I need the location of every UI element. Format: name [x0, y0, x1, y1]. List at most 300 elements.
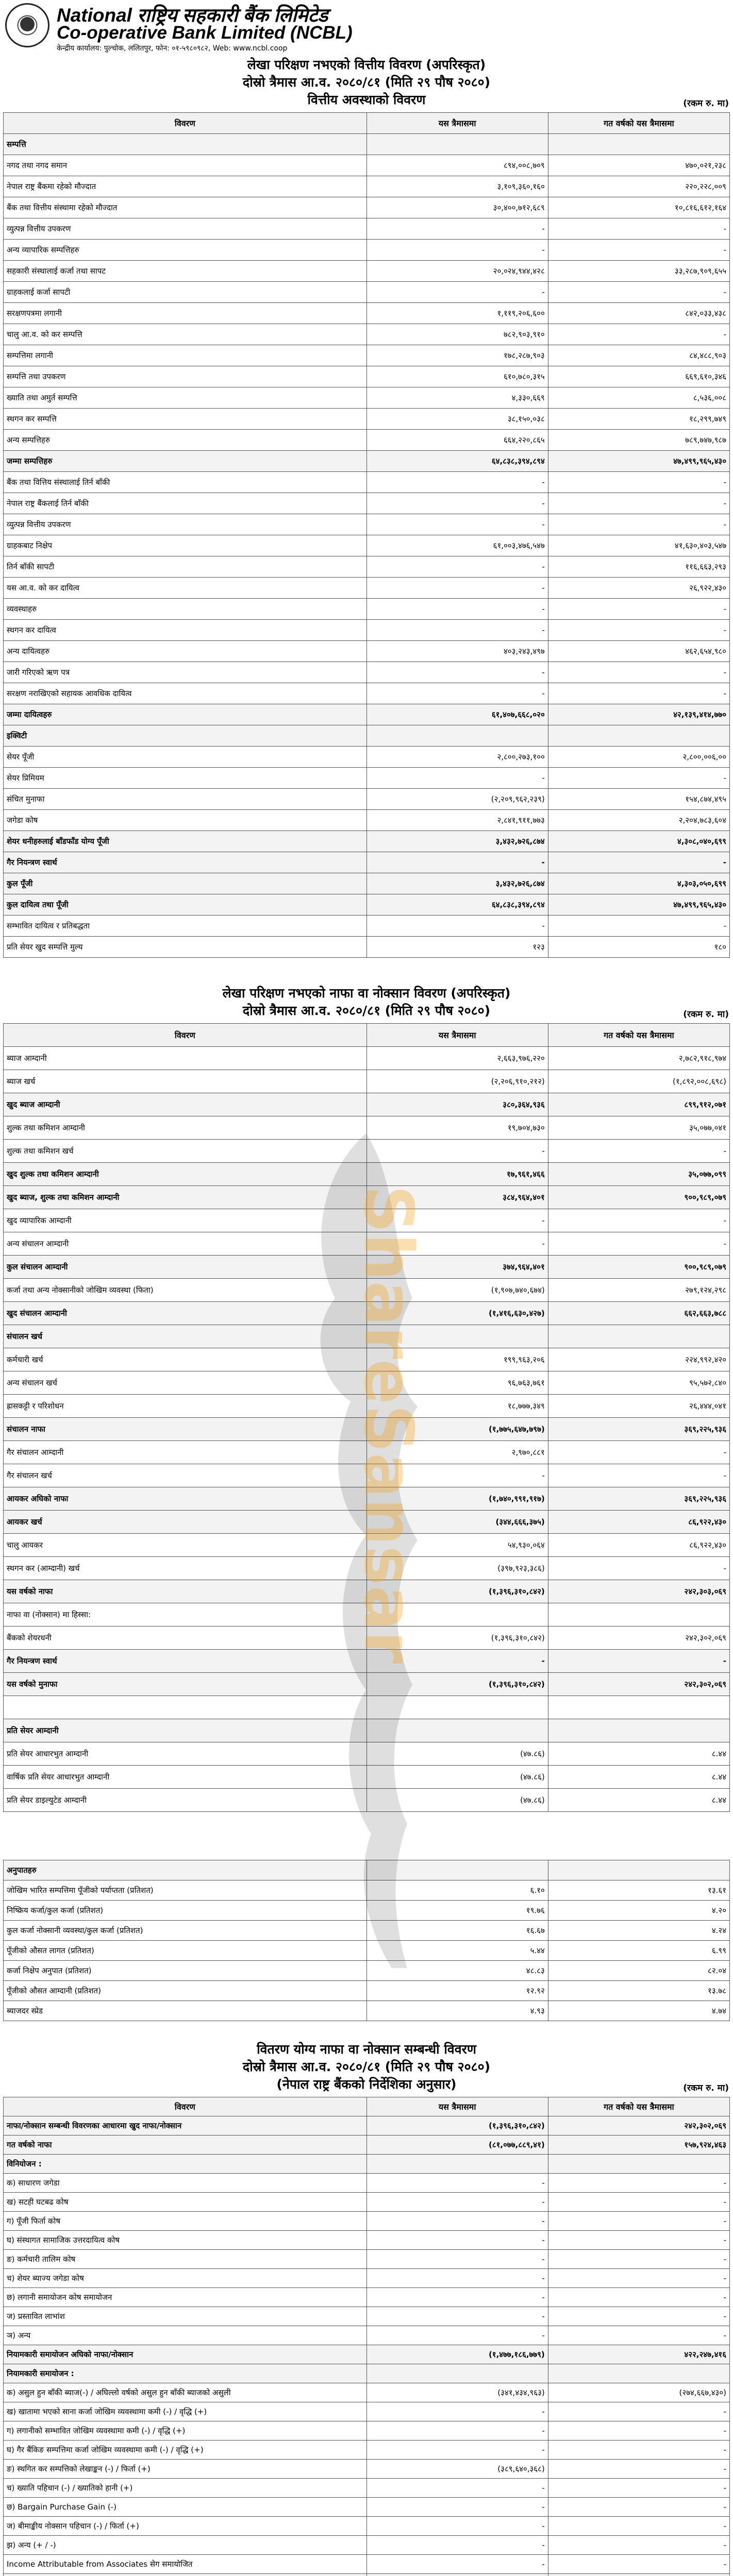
table-row: [4, 789, 730, 810]
table-row: [4, 1511, 730, 1534]
current-value: ७८२,९०३,९१०: [366, 324, 548, 345]
table-row: [4, 1256, 730, 1279]
current-value: ६१०,७८०,३१५: [366, 366, 548, 387]
previous-value: ८.४४: [548, 1766, 729, 1789]
current-value: -: [366, 2479, 548, 2498]
current-value: -: [366, 916, 548, 937]
current-value: ३,४३२,७२६,८७४: [366, 873, 548, 894]
row-label: चालु आ.व. को कर सम्पत्ति: [4, 324, 367, 345]
current-value: (१,३९६,३१०,८४२): [366, 1626, 548, 1650]
previous-value: २७९,१२४,२९८: [548, 1279, 729, 1302]
previous-value: ८.४४: [548, 1789, 729, 1812]
table-row: [4, 747, 730, 768]
s1-title: लेखा परिक्षण नभएको वित्तीय विवरण (अपरिस्कृत): [247, 57, 486, 72]
current-value: -: [366, 282, 548, 303]
current-value: (१,४१६,६३०,४२७): [366, 1302, 548, 1325]
current-value: ३,४३२,७२६,८७४: [366, 831, 548, 852]
previous-value: -: [548, 2498, 729, 2517]
table-row: [4, 1719, 730, 1742]
row-label: ङ) स्थगित कर सम्पत्तिको लेखाङ्कन (-) / फिर्ता (+): [4, 2460, 367, 2479]
previous-value: २२४,९९२,४२०: [548, 1348, 729, 1371]
previous-value: -: [548, 2231, 729, 2250]
row-label: पूँजीको औसत आम्दानी (प्रतिशत): [4, 1981, 367, 2001]
table-row: [4, 916, 730, 937]
previous-value: ९५,५७२,८४०: [548, 1371, 729, 1395]
table-row: [4, 1302, 730, 1325]
previous-value: ४६२,६५४,९८०: [548, 641, 729, 662]
previous-value: -: [548, 2193, 729, 2212]
previous-value: -: [548, 852, 729, 873]
table-row: [4, 620, 730, 641]
row-label: जम्मा दायित्वहरु: [4, 704, 367, 725]
previous-value: -: [548, 2174, 729, 2193]
previous-value: ४.७४: [548, 2001, 729, 2021]
current-value: [366, 2364, 548, 2383]
s2-subtitle: दोस्रो त्रैमास आ.व. २०८०/८१ (मिति २९ पौष २०८०): [242, 1003, 491, 1018]
row-label: यस आ.व. को कर दायित्व: [4, 578, 367, 599]
table-row: [4, 1070, 730, 1093]
row-label: यस वर्षको मुनाफा: [4, 1673, 367, 1696]
table-row: [4, 134, 730, 155]
row-label: प्रति सेयर आधारभुत आम्दानी: [4, 1742, 367, 1766]
table-row: [4, 641, 730, 662]
current-value: ४.९३: [366, 2001, 548, 2021]
previous-value: २,२०४,७८३,६०४: [548, 810, 729, 831]
current-value: -: [366, 2536, 548, 2555]
row-label: आयकर अघिको नाफा: [4, 1487, 367, 1511]
table-row: [4, 1047, 730, 1070]
previous-value: १३.६१: [548, 1880, 729, 1901]
watermark-text: ShareSansar: [349, 1185, 428, 1664]
s1-unit: (रकम रु. मा): [683, 98, 729, 109]
current-value: ४८.८३: [366, 1961, 548, 1981]
distributable-profit-table: [3, 2097, 730, 2576]
current-value: ३७४,९६४,४०१: [366, 1256, 548, 1279]
row-label: ख) खातामा भएको साना कर्जा जोखिम व्यवस्थामा कमी (-) / वृद्धि (+): [4, 2402, 367, 2421]
previous-value: [548, 1696, 729, 1719]
previous-value: -: [548, 1140, 729, 1163]
current-value: (४७.८६): [366, 1766, 548, 1789]
row-label: प्रति सेयर खुद सम्पत्ति मुल्य: [4, 937, 367, 958]
row-label: सेयर प्रिमियम: [4, 768, 367, 789]
table-row: [4, 1901, 730, 1921]
table-row: [4, 2307, 730, 2326]
row-label: व्युत्पन्न वित्तीय उपकरण: [4, 514, 367, 535]
previous-value: ४२,१३९,४१४,७७०: [548, 704, 729, 725]
table-row: [4, 1140, 730, 1163]
previous-value: ३६९,२२५,९३६: [548, 1418, 729, 1441]
current-value: -: [366, 768, 548, 789]
column-header: गत वर्षको यस त्रैमासमा: [548, 2097, 729, 2116]
table-row: [4, 1921, 730, 1941]
previous-value: ८२.०४: [548, 1961, 729, 1981]
previous-value: ८.४४: [548, 1742, 729, 1766]
row-label: नेपाल राष्ट्र बैंकमा रहेको मौज्दात: [4, 176, 367, 197]
table-row: [4, 725, 730, 747]
table-row: [4, 218, 730, 240]
row-label: ङ) कर्मचारी तालिम कोष: [4, 2250, 367, 2269]
row-label: गैर नियन्त्रण स्वार्थ: [4, 1650, 367, 1673]
row-label: ज) बीमाङ्कीय नोक्सान पहिचान (-) / फिर्ता (+): [4, 2517, 367, 2536]
row-label: बैंक तथा वित्तिय संस्थालाई तिर्न बाँकी: [4, 472, 367, 493]
previous-value: २४२,३०२,०६९: [548, 1673, 729, 1696]
row-label: ग्राहकलाई कर्जा सापटी: [4, 282, 367, 303]
previous-value: (२७४,६६७,४३०): [548, 2383, 729, 2402]
previous-value: -: [548, 2250, 729, 2269]
row-label: नगद तथा नगद समान: [4, 155, 367, 176]
previous-value: १५४,८७४,४९५: [548, 789, 729, 810]
table-row: [4, 683, 730, 704]
current-value: ८९४,००८,७०९: [366, 155, 548, 176]
table-row: [4, 556, 730, 578]
row-label: [4, 1696, 367, 1719]
table-row: [4, 451, 730, 472]
previous-value: -: [548, 324, 729, 345]
previous-value: -: [548, 620, 729, 641]
previous-value: -: [548, 282, 729, 303]
s4-subtitle: दोस्रो त्रैमास आ.व. २०८०/८१ (मिति २९ पौष २०८०): [242, 2059, 491, 2074]
table-row: [4, 1742, 730, 1766]
financial-position-table: [3, 112, 730, 958]
row-label: खुद संचालन आम्दानी: [4, 1302, 367, 1325]
table-row: [4, 1186, 730, 1209]
row-label: जगेडा कोष: [4, 810, 367, 831]
previous-value: -: [548, 240, 729, 261]
row-label: विनियोजन :: [4, 2155, 367, 2174]
row-label: सम्भावित दायित्व र प्रतिबद्धता: [4, 916, 367, 937]
previous-value: ११६,६६३,२९३: [548, 556, 729, 578]
row-label: ख) सटही घटबढ कोष: [4, 2193, 367, 2212]
table-row: [4, 1348, 730, 1371]
table-row: [4, 2574, 730, 2576]
table-row: [4, 535, 730, 556]
row-label: नाफा/नोक्सान सम्बन्धी विवरणका आधारमा खुद नाफा/नोक्सान: [4, 2116, 367, 2136]
previous-value: ४१,६३०,४०३,५४७: [548, 535, 729, 556]
table-row: [4, 578, 730, 599]
table-row: [4, 1696, 730, 1719]
previous-value: १३.७८: [548, 1981, 729, 2001]
bank-address: केन्द्रीय कार्यालय: पुल्चोक, ललितपुर, फोन: ०१-५९८०९८२, Web: www.ncbl.coop: [57, 44, 288, 53]
table-row: [4, 1961, 730, 1981]
previous-value: [548, 2364, 729, 2383]
previous-value: ४.२०: [548, 1901, 729, 1921]
row-label: स्थगन कर दायित्व: [4, 620, 367, 641]
current-value: [366, 2574, 548, 2576]
current-value: -: [366, 2421, 548, 2441]
row-label: च) शेयर ब्याज्य जगेडा कोष: [4, 2269, 367, 2288]
ratios-table: [3, 1860, 730, 2021]
current-value: [366, 2155, 548, 2174]
column-header: विवरण: [4, 2097, 367, 2116]
current-value: -: [366, 2441, 548, 2460]
table-row: [4, 1673, 730, 1696]
previous-value: -: [548, 768, 729, 789]
table-row: [4, 366, 730, 387]
previous-value: ६.९९: [548, 1941, 729, 1961]
table-row: [4, 1209, 730, 1232]
row-label: संचालन नाफा: [4, 1418, 367, 1441]
report-header: [0, 0, 733, 52]
table-row: [4, 768, 730, 789]
current-value: २,८००,२७३,१००: [366, 747, 548, 768]
row-label: इक्विटी: [4, 725, 367, 747]
current-value: (१,९०७,७४०,६७४): [366, 1279, 548, 1302]
current-value: (१,३९६,३१०,८४२): [366, 1673, 548, 1696]
table-row: [4, 303, 730, 324]
current-value: (८१,०७७,८८९,४१): [366, 2136, 548, 2155]
previous-value: [548, 2574, 729, 2576]
current-value: [366, 1603, 548, 1626]
previous-value: -: [548, 599, 729, 620]
table-row: [4, 1487, 730, 1511]
table-row: [4, 2383, 730, 2402]
row-label: बैंक तथा वित्तीय संस्थामा रहेको मौज्दात: [4, 197, 367, 218]
current-value: -: [366, 662, 548, 683]
row-label: तिर्न बाँकी सापटी: [4, 556, 367, 578]
current-value: -: [366, 2250, 548, 2269]
previous-value: -: [548, 2460, 729, 2479]
table-row: [4, 1441, 730, 1464]
row-label: ग) पूँजी फिर्ता कोष: [4, 2212, 367, 2231]
table-row: [4, 282, 730, 303]
row-label: अन्य संचालन खर्च: [4, 1371, 367, 1395]
current-value: -: [366, 2288, 548, 2307]
table-header-row: [4, 113, 730, 134]
row-label: ञ) अन्य: [4, 2326, 367, 2345]
row-label: ब्याजदर स्प्रेड: [4, 2001, 367, 2021]
previous-value: -: [548, 2288, 729, 2307]
table-row: [4, 1232, 730, 1256]
row-label: कर्जा तथा अन्य नोक्सानीको जोखिम व्यवस्था (फिता): [4, 1279, 367, 1302]
row-label: नेपाल राष्ट्र बैंकलाई तिर्न बाँकी: [4, 493, 367, 514]
s1-subtitle: दोस्रो त्रैमास आ.व. २०८०/८१ (मिति २९ पौष २०८०): [242, 75, 491, 90]
row-label: जम्मा सम्पत्तिहरु: [4, 451, 367, 472]
current-value: -: [366, 2174, 548, 2193]
current-value: (२,२०९,९६२,२३९): [366, 789, 548, 810]
profit-loss-table: [3, 1023, 730, 1812]
current-value: ४०३,२४३,४९७: [366, 641, 548, 662]
previous-value: ८४,४८८,९०३: [548, 345, 729, 366]
column-header: विवरण: [4, 113, 367, 134]
current-value: -: [366, 1232, 548, 1256]
previous-value: ९००,९८९,०७९: [548, 1186, 729, 1209]
row-label: ब्याज आम्दानी: [4, 1047, 367, 1070]
table-row: [4, 155, 730, 176]
table-row: [4, 1534, 730, 1557]
row-label: जोखिम भारित सम्पत्तिमा पूँजीको पर्याप्तता (प्रतिशत): [4, 1880, 367, 1901]
row-label: सम्पत्ति: [4, 134, 367, 155]
previous-value: २६,९२२,४३०: [548, 578, 729, 599]
row-label: वार्षिक प्रति सेयर आधारभुत आम्दानी: [4, 1766, 367, 1789]
row-label: शुल्क तथा कमिशन खर्च: [4, 1140, 367, 1163]
row-label: अनुपातहरु: [4, 1860, 367, 1880]
row-label: अन्य दायित्वहरु: [4, 641, 367, 662]
column-header: गत वर्षको यस त्रैमासमा: [548, 113, 729, 134]
previous-value: -: [548, 916, 729, 937]
row-label: छ) Bargain Purchase Gain (-): [4, 2498, 367, 2517]
row-label: यस वर्षको नाफा: [4, 1580, 367, 1603]
table-row: [4, 1418, 730, 1441]
s2-title: लेखा परिक्षण नभएको नाफा वा नोक्सान विवरण (अपरिस्कृत): [222, 986, 511, 1001]
s4-unit: (रकम रु. मा): [683, 2083, 729, 2093]
table-row: [4, 1557, 730, 1580]
s1-heading: वित्तीय अवस्थाको विवरण: [307, 92, 426, 107]
row-label: सहकारी संस्थालाई कर्जा तथा सापट: [4, 261, 367, 282]
current-value: -: [366, 2212, 548, 2231]
current-value: [366, 1696, 548, 1719]
row-label: संचित मुनाफा: [4, 789, 367, 810]
table-row: [4, 2517, 730, 2536]
row-label: शुल्क तथा कमिशन आम्दानी: [4, 1116, 367, 1140]
table-row: [4, 2136, 730, 2155]
row-label: क) साधारण जगेडा: [4, 2174, 367, 2193]
current-value: १,११९,२०६,६००: [366, 303, 548, 324]
row-label: क) असुल हुन बाँकी ब्याज(-) / अघिल्लो वर्षको असुल हुन बाँकी ब्याजको असुली: [4, 2383, 367, 2402]
current-value: (१,३९६,३१०,८४२): [366, 1580, 548, 1603]
table-row: [4, 1603, 730, 1626]
table-row: [4, 704, 730, 725]
current-value: ६४,८३८,३९४,८९४: [366, 894, 548, 916]
row-label: सरक्षणपत्रमा लगानी: [4, 303, 367, 324]
previous-value: -: [548, 2555, 729, 2574]
table-row: [4, 2250, 730, 2269]
column-header: यस त्रैमासमा: [366, 2097, 548, 2116]
column-header: यस त्रैमासमा: [366, 1024, 548, 1047]
current-value: ३०,४००,७१२,६८९: [366, 197, 548, 218]
previous-value: -: [548, 493, 729, 514]
previous-value: [548, 1719, 729, 1742]
previous-value: [548, 1860, 729, 1880]
table-row: [4, 1650, 730, 1673]
row-label: कुल कर्जा नोक्सानी व्यवस्था/कुल कर्जा (प्रतिशत): [4, 1921, 367, 1941]
previous-value: २४२,३०२,०६९: [548, 2116, 729, 2136]
current-value: -: [366, 620, 548, 641]
table-row: [4, 2116, 730, 2136]
current-value: -: [366, 2402, 548, 2421]
table-row: [4, 2364, 730, 2383]
table-row: [4, 2326, 730, 2345]
previous-value: १८,२९९,७४९: [548, 409, 729, 430]
row-label: गैर नियन्त्रण स्वार्थ: [4, 852, 367, 873]
table-header-row: [4, 1024, 730, 1047]
previous-value: -: [548, 2517, 729, 2536]
row-label: गत वर्षको नाफा: [4, 2136, 367, 2155]
table-row: [4, 1371, 730, 1395]
row-label: निष्क्रिय कर्जा/कुल कर्जा (प्रतिशत): [4, 1901, 367, 1921]
table-row: [4, 2460, 730, 2479]
current-value: ३८,१५०,०३८: [366, 409, 548, 430]
previous-value: ८६,९२२,४३०: [548, 1511, 729, 1534]
row-label: कर्जा निक्षेप अनुपात (प्रतिशत): [4, 1961, 367, 1981]
row-label: च) ख्याति पहिचान (-) / ख्यातिको हानी (+): [4, 2479, 367, 2498]
current-value: [366, 725, 548, 747]
previous-value: ४,३०३,०५०,६९९: [548, 873, 729, 894]
previous-value: ४२२,२४७,४१६: [548, 2345, 729, 2364]
previous-value: २२०,२२८,००९: [548, 176, 729, 197]
current-value: -: [366, 683, 548, 704]
current-value: -: [366, 578, 548, 599]
row-label: सम्पत्ति तथा उपकरण: [4, 366, 367, 387]
previous-value: -: [548, 218, 729, 240]
previous-value: [548, 1603, 729, 1626]
previous-value: २६,४४४,०४१: [548, 1395, 729, 1418]
current-value: १७,९६१,४६६: [366, 1163, 548, 1186]
column-header: गत वर्षको यस त्रैमासमा: [548, 1024, 729, 1047]
current-value: -: [366, 218, 548, 240]
bank-name-nepali: National राष्ट्रिय सहकारी बैंक लिमिटेड: [57, 5, 328, 26]
row-label: प्रति सेयर आम्दानी: [4, 1719, 367, 1742]
previous-value: -: [548, 1464, 729, 1487]
current-value: ६.१०: [366, 1880, 548, 1901]
current-value: (३४१,४३४,९६३): [366, 2383, 548, 2402]
row-label: चालु आयकर: [4, 1534, 367, 1557]
row-label: नियामकारी समायोजन :: [4, 2364, 367, 2383]
table-row: [4, 2536, 730, 2555]
row-label: जारी गरिएको ऋण पत्र: [4, 662, 367, 683]
current-value: -: [366, 493, 548, 514]
current-value: -: [366, 852, 548, 873]
row-label: घ) संस्थागत सामाजिक उत्तरदायित्व कोष: [4, 2231, 367, 2250]
row-label: झ) अन्य (+ / -): [4, 2536, 367, 2555]
previous-value: १८०: [548, 937, 729, 958]
previous-value: -: [548, 1232, 729, 1256]
table-row: [4, 2269, 730, 2288]
current-value: १६.६७: [366, 1921, 548, 1941]
current-value: -: [366, 2326, 548, 2345]
table-row: [4, 599, 730, 620]
s4-subtitle2: (नेपाल राष्ट्र बैंकको निर्देशिका अनुसार): [276, 2077, 457, 2092]
row-label: सम्पत्तिमा लगानी: [4, 345, 367, 366]
current-value: २,९७०,८८१: [366, 1441, 548, 1464]
table-row: [4, 894, 730, 916]
table-row: [4, 409, 730, 430]
row-label: गैर संचालन आम्दानी: [4, 1441, 367, 1464]
table-row: [4, 2555, 730, 2574]
previous-value: ४७०,०२१,२३८: [548, 155, 729, 176]
previous-value: -: [548, 2326, 729, 2345]
table-row: [4, 2231, 730, 2250]
table-row: [4, 1093, 730, 1116]
current-value: २,६६३,९७६,२२०: [366, 1047, 548, 1070]
current-value: -: [366, 2517, 548, 2536]
row-label: ख्याति तथा अमुर्त सम्पत्ति: [4, 387, 367, 409]
table-row: [4, 1860, 730, 1880]
column-header: यस त्रैमासमा: [366, 113, 548, 134]
table-row: [4, 662, 730, 683]
table-row: [4, 2001, 730, 2021]
table-row: [4, 2193, 730, 2212]
current-value: (३९७,९२३,३८६): [366, 1557, 548, 1580]
row-label: [4, 2574, 367, 2576]
previous-value: १०,८१६,६१२,१६४: [548, 197, 729, 218]
s4-title: वितरण योग्य नाफा वा नोक्सान सम्बन्धी विवरण: [257, 2042, 476, 2057]
previous-value: -: [548, 1650, 729, 1673]
row-label: ब्याज खर्च: [4, 1070, 367, 1093]
current-value: १९९,९६३,२०६: [366, 1348, 548, 1371]
current-value: ३८४,९६४,४०१: [366, 1186, 548, 1209]
previous-value: -: [548, 2441, 729, 2460]
previous-value: -: [548, 2536, 729, 2555]
row-label: सेयर पूँजी: [4, 747, 367, 768]
bank-logo-icon: [5, 3, 49, 47]
table-row: [4, 937, 730, 958]
previous-value: [548, 725, 729, 747]
current-value: -: [366, 599, 548, 620]
row-label: प्रति सेयर डाइल्युटेड आम्दानी: [4, 1789, 367, 1812]
table-row: [4, 2441, 730, 2460]
row-label: ग्राहकबाट निक्षेप: [4, 535, 367, 556]
current-value: १७८,२८७,९०३: [366, 345, 548, 366]
